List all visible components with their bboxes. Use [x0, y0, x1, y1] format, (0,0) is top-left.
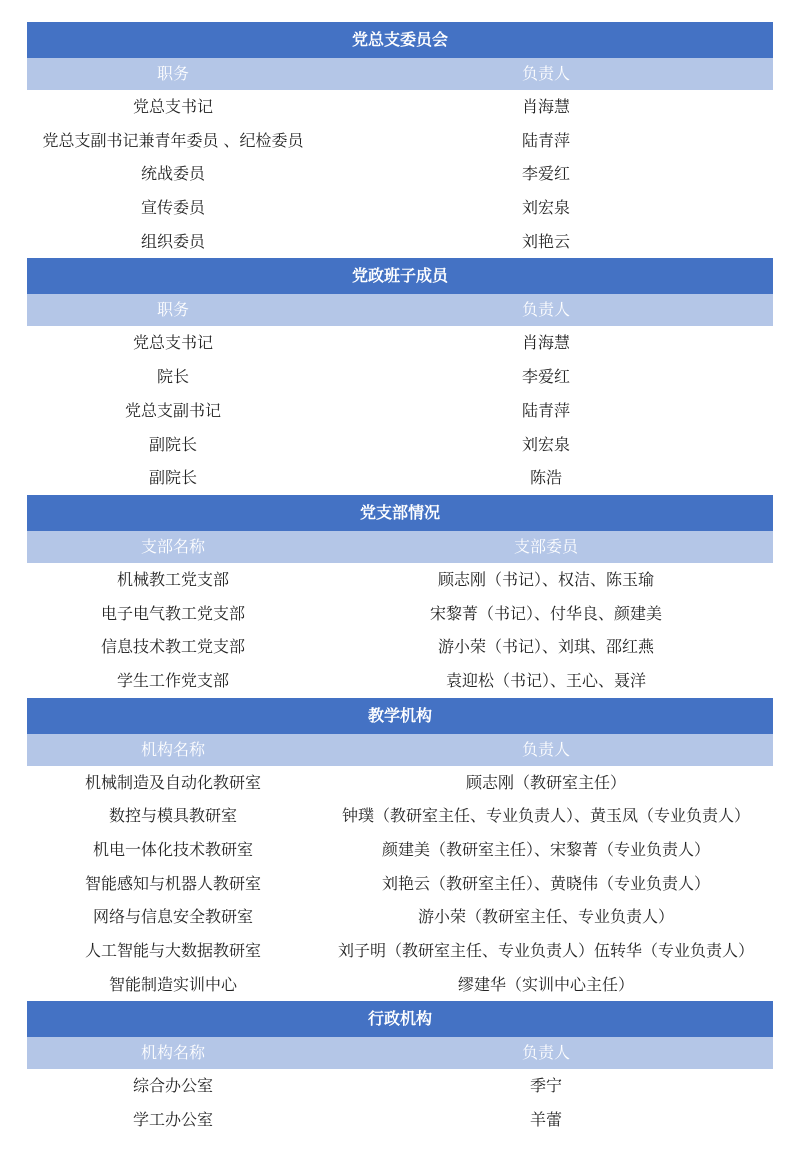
table-row	[27, 191, 773, 225]
table-row	[27, 461, 773, 495]
column-header-role: 支部名称	[140, 536, 205, 556]
table-row	[27, 1069, 773, 1103]
row-role: 机械教工党支部	[116, 569, 229, 589]
section-2	[27, 495, 773, 698]
column-header-role: 机构名称	[140, 1043, 205, 1063]
row-person: 顾志刚（书记）、权洁、陈玉瑜	[437, 569, 654, 589]
row-person: 陆青萍	[521, 400, 570, 420]
column-header-row	[27, 531, 773, 563]
table-row	[27, 326, 773, 360]
table-row	[27, 900, 773, 934]
column-header-person: 负责人	[521, 1043, 570, 1063]
section-title: 教学机构	[27, 698, 773, 734]
column-header-role: 职务	[156, 64, 189, 83]
table-row	[27, 225, 773, 259]
column-header-person: 负责人	[521, 739, 570, 759]
section-3	[27, 698, 773, 1002]
section-1	[27, 258, 773, 494]
column-header-person: 支部委员	[513, 536, 578, 556]
row-person: 刘宏泉	[521, 198, 570, 218]
section-title: 党政班子成员	[27, 258, 773, 294]
table-row	[27, 833, 773, 867]
row-person: 肖海慧	[521, 97, 570, 116]
row-role: 人工智能与大数据教研室	[84, 941, 261, 961]
row-person: 袁迎松（书记）、王心、聂洋	[445, 670, 646, 690]
table-row	[27, 664, 773, 698]
section-title: 行政机构	[27, 1001, 773, 1037]
column-header-person: 负责人	[521, 300, 570, 320]
row-person: 游小荣（书记）、刘琪、邵红燕	[437, 637, 654, 657]
row-person: 刘子明（教研室主任、专业负责人）伍转华（专业负责人）	[337, 941, 754, 961]
row-role: 机电一体化技术教研室	[92, 840, 253, 859]
row-person: 肖海慧	[521, 333, 570, 353]
row-person: 缪建华（实训中心主任）	[457, 974, 634, 994]
table-row	[27, 157, 773, 191]
row-role: 智能感知与机器人教研室	[84, 873, 261, 893]
row-person: 宋黎菁（书记）、付华良、颜建美	[429, 603, 662, 623]
org-tables	[27, 22, 773, 1137]
column-header-row	[27, 58, 773, 90]
row-person: 陈浩	[529, 468, 562, 488]
row-role: 院长	[156, 367, 189, 387]
row-role: 党总支书记	[132, 97, 213, 116]
row-person: 刘艳云	[521, 231, 570, 251]
table-row	[27, 934, 773, 968]
column-header-row	[27, 294, 773, 326]
row-person: 游小荣（教研室主任、专业负责人）	[417, 907, 674, 927]
row-role: 信息技术教工党支部	[100, 637, 245, 657]
section-title: 党总支委员会	[27, 22, 773, 58]
table-row	[27, 799, 773, 833]
row-person: 李爱红	[521, 164, 570, 184]
row-person: 季宁	[529, 1076, 562, 1096]
row-person: 羊蕾	[529, 1110, 562, 1130]
column-header-row	[27, 734, 773, 766]
table-row	[27, 1103, 773, 1137]
column-header-person: 负责人	[521, 64, 570, 83]
row-role: 副院长	[148, 434, 197, 454]
table-row	[27, 597, 773, 631]
row-person: 刘宏泉	[521, 434, 570, 454]
table-row	[27, 428, 773, 462]
row-role: 机械制造及自动化教研室	[84, 772, 261, 792]
row-role: 网络与信息安全教研室	[92, 907, 253, 927]
row-person: 顾志刚（教研室主任）	[465, 772, 626, 792]
row-person: 颜建美（教研室主任）、宋黎菁（专业负责人）	[381, 840, 710, 859]
row-person: 陆青萍	[521, 130, 570, 150]
row-role: 副院长	[148, 468, 197, 488]
row-role: 学生工作党支部	[116, 670, 229, 690]
table-row	[27, 630, 773, 664]
table-row	[27, 394, 773, 428]
table-row	[27, 90, 773, 124]
row-person: 钟璞（教研室主任、专业负责人）、黄玉凤（专业负责人）	[341, 806, 750, 826]
section-title: 党支部情况	[27, 495, 773, 531]
row-role: 数控与模具教研室	[108, 806, 237, 826]
row-role: 电子电气教工党支部	[100, 603, 245, 623]
row-person: 刘艳云（教研室主任）、黄晓伟（专业负责人）	[381, 873, 710, 893]
table-row	[27, 360, 773, 394]
row-role: 智能制造实训中心	[108, 974, 237, 994]
table-row	[27, 867, 773, 901]
row-role: 党总支副书记兼青年委员 、纪检委员	[42, 130, 304, 150]
row-role: 统战委员	[140, 164, 205, 184]
row-role: 组织委员	[140, 231, 205, 251]
column-header-row	[27, 1037, 773, 1069]
section-4	[27, 1001, 773, 1136]
table-row	[27, 766, 773, 800]
row-role: 党总支副书记	[124, 400, 221, 420]
table-row	[27, 563, 773, 597]
table-row	[27, 124, 773, 158]
row-role: 综合办公室	[132, 1076, 213, 1096]
column-header-role: 机构名称	[140, 739, 205, 759]
row-role: 学工办公室	[132, 1110, 213, 1130]
table-row	[27, 968, 773, 1002]
row-person: 李爱红	[521, 367, 570, 387]
row-role: 党总支书记	[132, 333, 213, 353]
column-header-role: 职务	[156, 300, 189, 320]
row-role: 宣传委员	[140, 198, 205, 218]
section-0	[27, 22, 773, 258]
